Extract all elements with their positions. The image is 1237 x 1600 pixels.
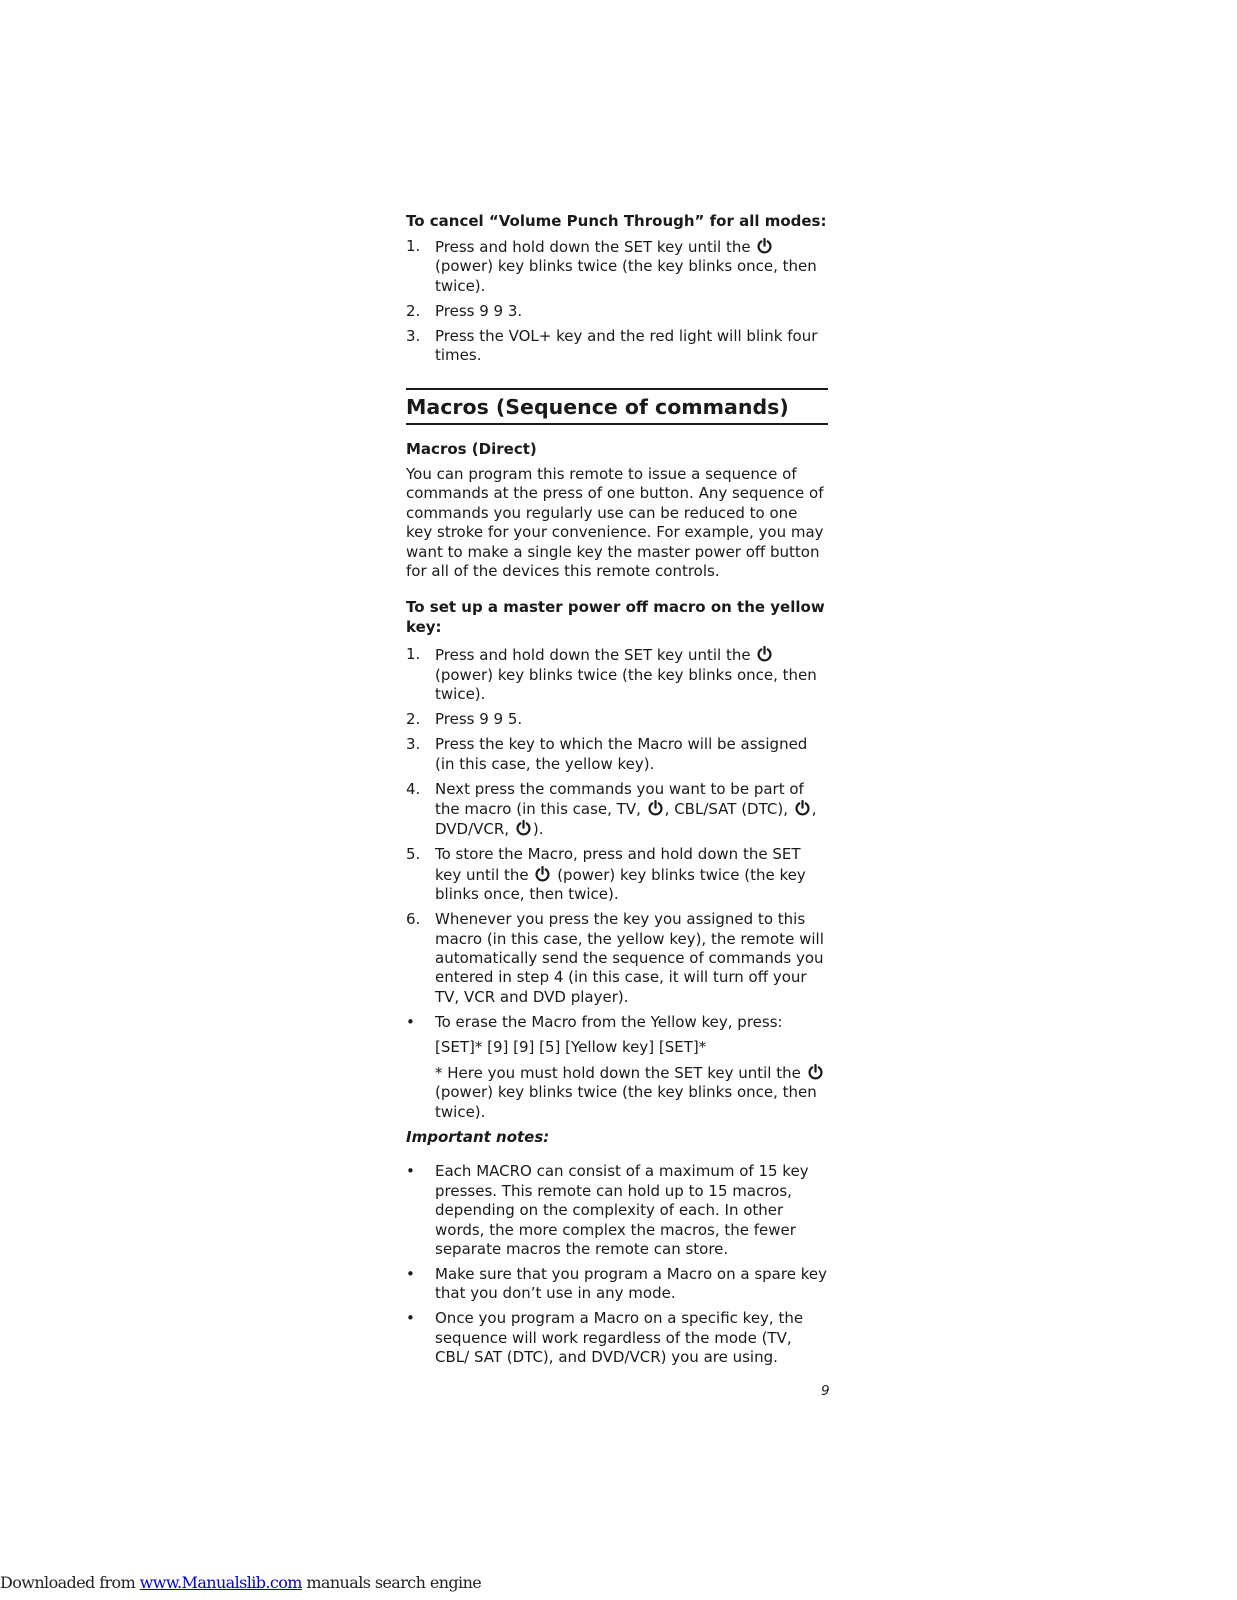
- list-item: • Once you program a Macro on a specific key, the sequence will work regardless of the mode (TV, CBL/ SAT (DTC), and DVD/VCR) you are using.: [406, 1309, 804, 1367]
- important-notes-heading: Important notes:: [406, 1127, 550, 1146]
- list-item: 5. To store the Macro, press and hold down the SET key until the (power) key blinks twice (the key blinks once, then twice).: [406, 845, 806, 904]
- power-icon: [647, 799, 664, 817]
- list-item: 1. Press and hold down the SET key until the (power) key blinks twice (the key blinks once, then twice).: [406, 645, 817, 704]
- list-item: 3. Press the VOL+ key and the red light will blink four times.: [406, 326, 818, 365]
- list-item: 2. Press 9 9 3.: [406, 301, 523, 320]
- erase-sequence: [SET]* [9] [9] [5] [Yellow key] [SET]*: [435, 1037, 707, 1056]
- list-item: • To erase the Macro from the Yellow key, press: [SET]* [9] [9] [5] [Yellow key] [SET]* * Here you must hold down the SET key until the (power) key blinks twice (the key blinks once, then twice).: [406, 1013, 828, 1122]
- manual-page-content: [406, 212, 828, 1368]
- page-number: 9: [821, 1383, 830, 1399]
- setup-heading: To set up a master power off macro on the yellow key:: [406, 598, 825, 636]
- power-icon: [534, 865, 551, 883]
- list-item: 4. Next press the commands you want to be part of the macro (in this case, TV, , CBL/SAT (DTC), , DVD/VCR, ).: [406, 779, 817, 839]
- power-icon: [756, 645, 773, 663]
- power-icon: [794, 799, 811, 817]
- macros-direct-paragraph: You can program this remote to issue a sequence of commands at the press of one button. Any sequence of commands you regularly use can be reduced to one key stroke for your convenience. For example, you may want to make a single key the master power off button for all of the devices this remote controls.: [406, 465, 824, 581]
- important-notes-list: [406, 1162, 828, 1367]
- setup-steps: [406, 645, 828, 1122]
- list-item: 1. Press and hold down the SET key until the (power) key blinks twice (the key blinks once, then twice).: [406, 237, 817, 295]
- cancel-steps: [406, 237, 828, 366]
- power-icon: [515, 819, 532, 837]
- list-item: 2. Press 9 9 5.: [406, 710, 523, 729]
- erase-note: * Here you must hold down the SET key until the (power) key blinks twice (the key blinks once, then twice).: [435, 1063, 828, 1122]
- download-footer: Downloaded from www.Manualslib.com manuals search engine: [0, 1573, 482, 1592]
- power-icon: [807, 1063, 824, 1081]
- section-title: Macros (Sequence of commands): [406, 388, 828, 425]
- cancel-heading: To cancel “Volume Punch Through” for all modes:: [406, 212, 827, 230]
- list-item: 6. Whenever you press the key you assigned to this macro (in this case, the yellow key), the remote will automatically send the sequence of commands you entered in step 4 (in this case, it will turn off your TV, VCR and DVD player).: [406, 910, 824, 1006]
- list-item: • Make sure that you program a Macro on a spare key that you don’t use in any mode.: [406, 1265, 827, 1303]
- macros-direct-heading: Macros (Direct): [406, 439, 537, 458]
- list-item: • Each MACRO can consist of a maximum of 15 key presses. This remote can hold up to 15 macros, depending on the complexity of each. In other words, the more complex the macros, the fewer separate macros the remote can store.: [406, 1162, 809, 1258]
- power-icon: [756, 237, 773, 255]
- list-item: 3. Press the key to which the Macro will be assigned (in this case, the yellow key).: [406, 735, 808, 773]
- manualslib-link[interactable]: www.Manualslib.com: [139, 1573, 302, 1592]
